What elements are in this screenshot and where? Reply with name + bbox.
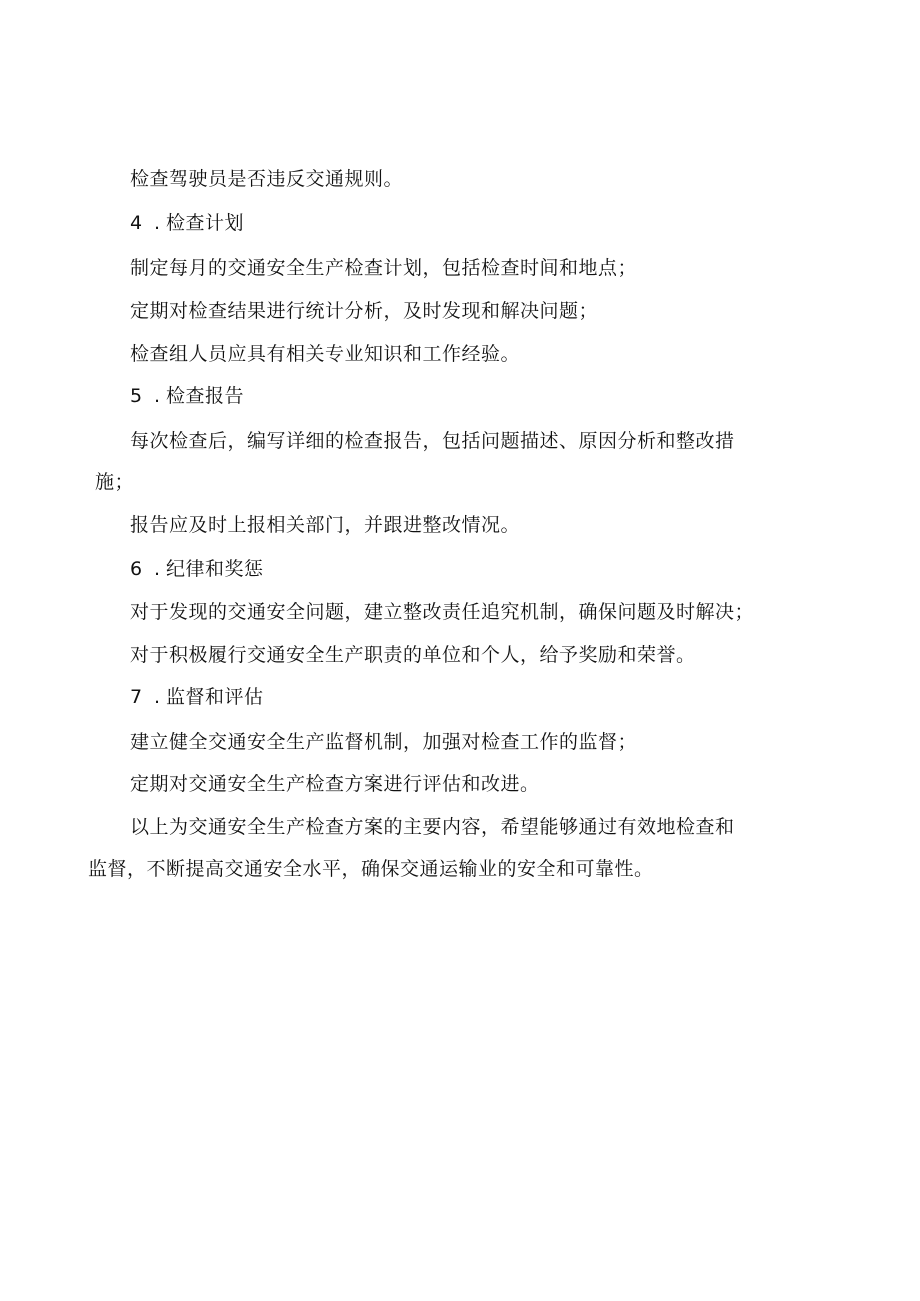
heading-title: 监督和评估 [166,686,264,708]
paragraph-line-continued: 监督，不断提高交通安全水平，确保交通运输业的安全和可靠性。 [88,858,654,880]
paragraph-line: 每次检查后，编写详细的检查报告，包括问题描述、原因分析和整改措 [130,430,735,452]
heading-number: 7 [130,686,143,708]
paragraph-line: 制定每月的交通安全生产检查计划，包括检查时间和地点； [130,257,638,279]
paragraph-line: 定期对交通安全生产检查方案进行评估和改进。 [130,773,540,795]
heading-title: 检查计划 [166,212,245,234]
section-heading-7 [130,684,264,710]
paragraph-line: 定期对检查结果进行统计分析，及时发现和解决问题； [130,300,599,322]
paragraph-line: 报告应及时上报相关部门，并跟进整改情况。 [130,514,521,536]
heading-title: 检查报告 [166,385,245,407]
heading-dot: . [154,686,161,708]
heading-dot: . [154,212,161,234]
paragraph-line: 对于发现的交通安全问题，建立整改责任追究机制，确保问题及时解决； [130,601,755,623]
paragraph-line: 检查驾驶员是否违反交通规则。 [130,168,404,190]
paragraph-line-continued: 施； [95,471,135,493]
paragraph-line: 对于积极履行交通安全生产职责的单位和个人，给予奖励和荣誉。 [130,644,696,666]
heading-number: 5 [130,385,143,407]
paragraph-line: 建立健全交通安全生产监督机制，加强对检查工作的监督； [130,731,638,753]
heading-number: 4 [130,212,143,234]
heading-title: 纪律和奖惩 [166,558,264,580]
paragraph-line: 以上为交通安全生产检查方案的主要内容，希望能够通过有效地检查和 [130,816,735,838]
section-heading-4 [130,210,244,236]
heading-number: 6 [130,558,143,580]
heading-dot: . [154,385,161,407]
heading-dot: . [154,558,161,580]
paragraph-line: 检查组人员应具有相关专业知识和工作经验。 [130,343,521,365]
section-heading-5 [130,383,244,409]
section-heading-6 [130,556,264,582]
